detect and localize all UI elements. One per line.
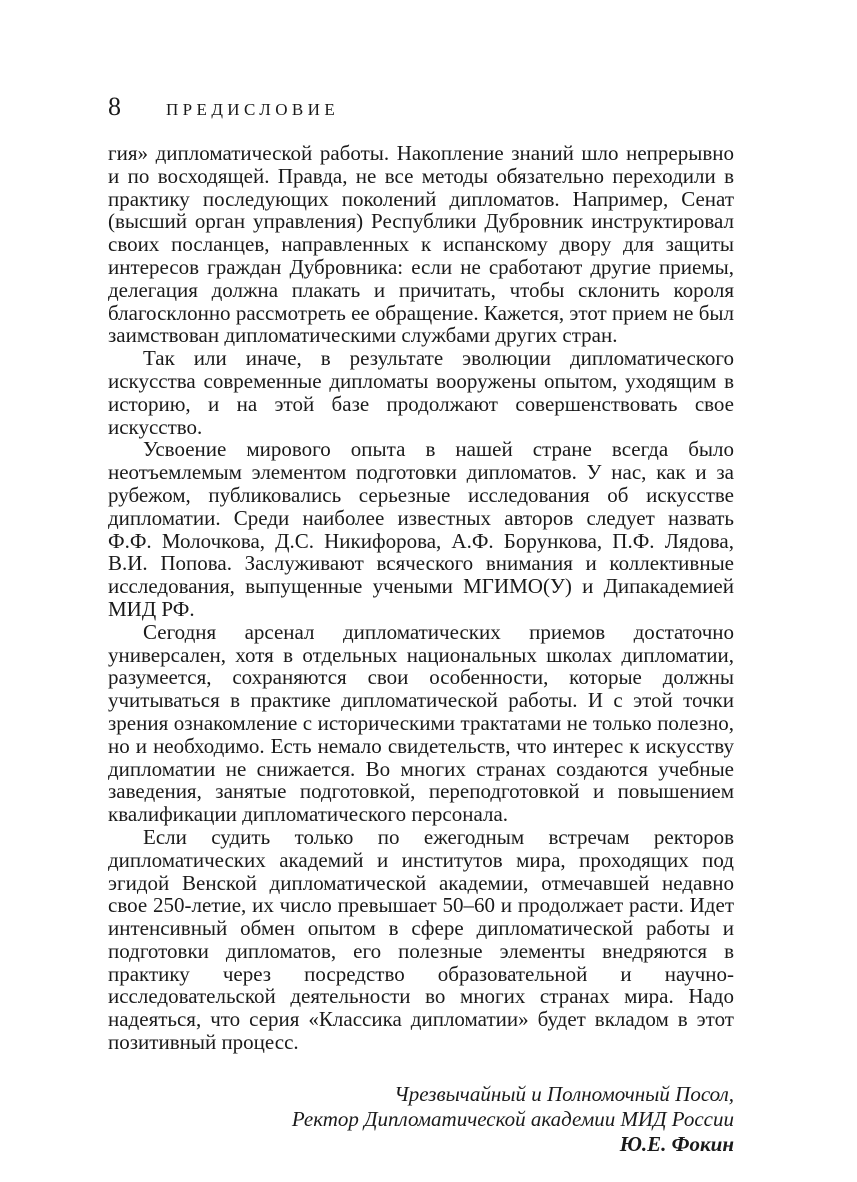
paragraph-5: Если судить только по ежегодным встречам ректоров дипломатических академий и институтов мира, проходящих под эгидой Венской дипломатической академии, отмечавшей недавно свое 250-летие, их число превышает 50–60 и продолжает расти. Идет интенсивный обмен опытом в сфере дипломатической работы и подготовки дипломатов, его полезные элементы внедряются в практику через посредство образовательной и научно-исследовательской деятельности во многих странах мира. Надо надеяться, что серия «Классика дипломатии» будет вкладом в этот позитивный процесс. <box>108 824 734 1055</box>
paragraph-3: Усвоение мирового опыта в нашей стране всегда было неотъемлемым элементом подготовки дипломатов. У нас, как и за рубежом, публиковались серьезные исследования об искусстве дипломатии. Среди наиболее известных авторов следует назвать Ф.Ф. Молочкова, Д.С. Никифорова, А.Ф. Борункова, П.Ф. Лядова, В.И. Попова. Заслуживают всяческого внимания и коллективные исследования, выпущенные учеными МГИМО(У) и Дипакадемией МИД РФ. <box>108 437 734 621</box>
signature-block <box>108 1082 734 1157</box>
paragraph-1: гия» дипломатической работы. Накопление знаний шло непрерывно и по восходящей. Правда, не все методы обязательно переходили в практику последующих поколений дипломатов. Например, Сенат (высший орган управления) Республики Дубровник инструктировал своих посланцев, направленных к испанскому двору для защиты интересов граждан Дубровника: если не сработают другие приемы, делегация должна плакать и причитать, чтобы склонить короля благосклонно рассмотреть ее обращение. Кажется, этот прием не был заимствован дипломатическими службами других стран. <box>108 141 734 348</box>
section-title: ПРЕДИСЛОВИЕ <box>166 100 340 119</box>
page-number: 8 <box>108 92 121 121</box>
signature-name: Ю.Е. Фокин <box>619 1131 734 1156</box>
paragraph-2: Так или иначе, в результате эволюции дипломатического искусства современные дипломаты вооружены опытом, уходящим в историю, и на этой базе продолжают совершенствовать свое искусство. <box>108 346 734 439</box>
signature-title: Чрезвычайный и Полномочный Посол, <box>394 1081 734 1106</box>
paragraph-4: Сегодня арсенал дипломатических приемов достаточно универсален, хотя в отдельных национальных школах дипломатии, разумеется, сохраняются свои особенности, которые должны учитываться в практике дипломатической работы. И с этой точки зрения ознакомление с историческими трактатами не только полезно, но и необходимо. Есть немало свидетельств, что интерес к искусству дипломатии не снижается. Во многих странах создаются учебные заведения, занятые подготовкой, переподготовкой и повышением квалификации дипломатического персонала. <box>108 619 734 827</box>
book-page <box>108 92 734 1157</box>
body-text <box>108 142 734 1054</box>
running-head <box>108 92 734 134</box>
signature-position: Ректор Дипломатической академии МИД России <box>291 1106 734 1131</box>
